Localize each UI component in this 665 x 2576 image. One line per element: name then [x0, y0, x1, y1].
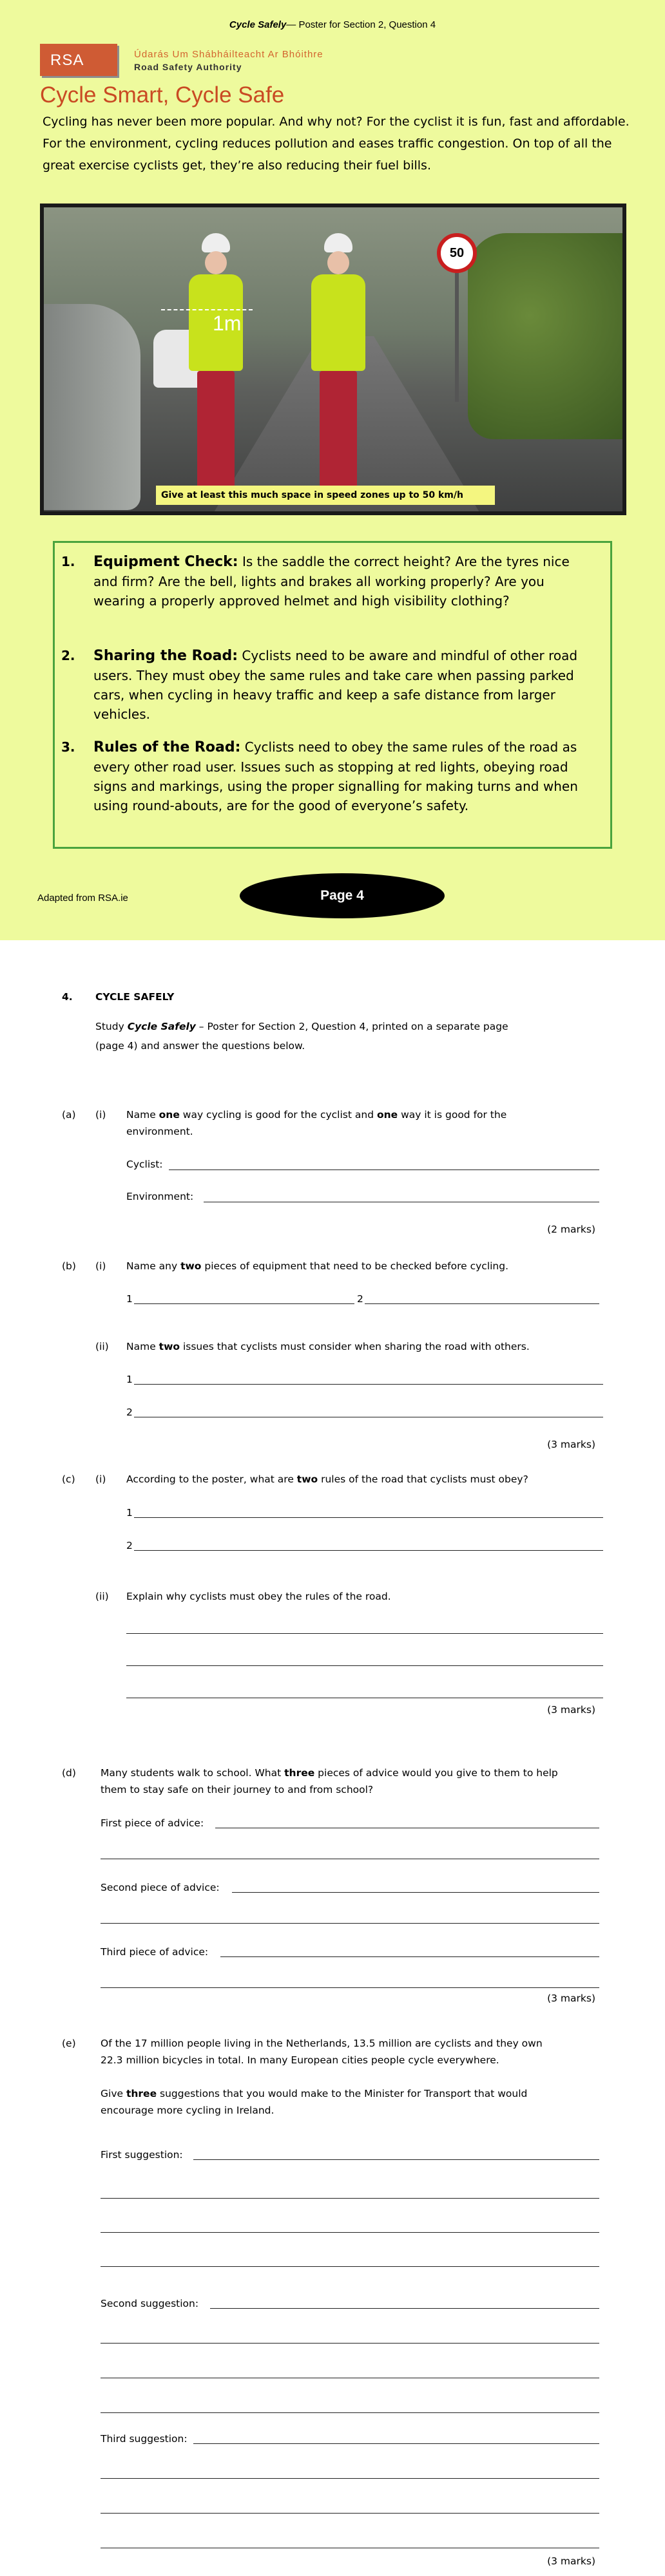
- answer-line-b-i-1[interactable]: [134, 1303, 354, 1304]
- line-num-1: 1: [126, 1293, 133, 1305]
- bold-word: one: [376, 1109, 398, 1121]
- marks-d: (3 marks): [547, 1993, 595, 2004]
- study-instruction: [95, 1019, 508, 1034]
- poster-intro: Cycling has never been more popular. And why not? For the cyclist it is fun, fast and affordable. For the environment, cycling reduces pollution and eases traffic congestion. On top of all the great exercise cyclists get, they’re also reducing their fuel bills.: [43, 115, 630, 173]
- poster-header-title: Cycle Safely: [229, 19, 287, 30]
- txt: Give: [101, 2088, 126, 2099]
- cyclists-photo: [40, 204, 626, 515]
- answer-line-e-2[interactable]: [210, 2308, 599, 2309]
- part-b-i-text: [126, 1259, 508, 1273]
- bold-word: two: [159, 1341, 180, 1352]
- txt: According to the poster, what are: [126, 1473, 297, 1485]
- rule-number: 2.: [61, 648, 75, 663]
- question-title: CYCLE SAFELY: [95, 991, 175, 1003]
- part-c-i: (i): [95, 1473, 106, 1485]
- environment-label: Environment:: [126, 1191, 194, 1202]
- answer-line-c-ii-1[interactable]: [126, 1633, 603, 1634]
- answer-line-d-2[interactable]: [232, 1892, 599, 1893]
- answer-line-c-ii-2[interactable]: [126, 1665, 603, 1666]
- rule-title: Equipment Check:: [93, 554, 238, 570]
- line-num-2: 2: [126, 1540, 133, 1551]
- poster-title: Cycle Smart, Cycle Safe: [40, 82, 285, 108]
- txt: pieces of advice would you give to them to help: [314, 1767, 558, 1779]
- line-num-2: 2: [126, 1406, 133, 1418]
- rule-text: Is the saddle the correct height? Are the tyres nice and firm? Are the bell, lights and brakes all working properly? Are you wearing a properly approved helmet and high visibility clothing?: [93, 554, 570, 609]
- txt: suggestions that you would make to the Minister for Transport that would: [157, 2088, 528, 2099]
- txt: Many students walk to school. What: [101, 1767, 285, 1779]
- answer-line-e-1d[interactable]: [101, 2266, 599, 2267]
- answer-line-c-i-2[interactable]: [134, 1550, 603, 1551]
- org-name-english: Road Safety Authority: [134, 62, 242, 72]
- study-text: – Poster for Section 2, Question 4, printed on a separate page: [195, 1021, 508, 1032]
- head: [205, 251, 227, 274]
- txt: pieces of equipment that need to be checked before cycling.: [201, 1260, 509, 1272]
- part-e-text-3: [101, 2087, 527, 2101]
- rule-text: Cyclists need to obey the same rules of the road as every other road user. Issues such as stopping at red lights, obeying road signs and markings, using the proper signalling for making turns and when using round-abouts, are for the good of everyone’s safety.: [93, 739, 578, 813]
- answer-line-d-3[interactable]: [220, 1956, 599, 1957]
- poster-header-rest: — Poster for Section 2, Question 4: [286, 19, 436, 30]
- poster-header: [0, 19, 665, 30]
- poster: [0, 0, 665, 940]
- cyclist-label: Cyclist:: [126, 1159, 163, 1170]
- part-a-i: (i): [95, 1109, 106, 1121]
- part-c-ii: (ii): [95, 1591, 109, 1602]
- rsa-logo: [40, 44, 117, 76]
- marks-e: (3 marks): [547, 2555, 595, 2567]
- answer-line-d-3b[interactable]: [101, 1987, 599, 1988]
- second-suggestion-label: Second suggestion:: [101, 2298, 199, 2309]
- part-b-label: (b): [62, 1260, 76, 1272]
- rule-title: Rules of the Road:: [93, 739, 241, 755]
- helmet-icon: [202, 233, 230, 252]
- answer-line-e-2b[interactable]: [101, 2343, 599, 2344]
- rule-text: Cyclists need to be aware and mindful of other road users. They must obey the same rules and take care when passing parked cars, when cycling in heavy traffic and keep a safe distance from larger vehicles.: [93, 648, 578, 722]
- second-advice-label: Second piece of advice:: [101, 1882, 220, 1893]
- marks-c: (3 marks): [547, 1704, 595, 1716]
- txt: way it is good for the: [398, 1109, 507, 1121]
- helmet-icon: [324, 233, 352, 252]
- part-c-i-text: [126, 1472, 528, 1486]
- rules-box: [53, 541, 612, 849]
- part-d-text-2: them to stay safe on their journey to and from school?: [101, 1784, 374, 1795]
- part-e-text-2: 22.3 million bicycles in total. In many European cities people cycle everywhere.: [101, 2054, 499, 2066]
- study-poster-name: Cycle Safely: [127, 1021, 196, 1032]
- part-c-label: (c): [62, 1473, 75, 1485]
- page-label: Page 4: [240, 873, 445, 918]
- txt: Name: [126, 1109, 159, 1121]
- answer-line-e-1b[interactable]: [101, 2198, 599, 2199]
- part-e-text: Of the 17 million people living in the Netherlands, 13.5 million are cyclists and they own: [101, 2038, 543, 2049]
- hedge: [468, 233, 622, 439]
- answer-line-e-1c[interactable]: [101, 2232, 599, 2233]
- line-num-1: 1: [126, 1374, 133, 1385]
- part-a-text-2: environment.: [126, 1126, 193, 1137]
- part-e-text-4: encourage more cycling in Ireland.: [101, 2105, 275, 2116]
- photo-scene: [44, 207, 622, 511]
- source-note: Adapted from RSA.ie: [37, 893, 128, 904]
- line-num-2: 2: [357, 1293, 363, 1305]
- question-number: 4.: [62, 991, 73, 1003]
- txt: Name: [126, 1341, 159, 1352]
- hi-vis-jacket: [311, 274, 365, 371]
- first-suggestion-label: First suggestion:: [101, 2149, 183, 2161]
- rule-number: 3.: [61, 739, 75, 755]
- part-e-label: (e): [62, 2038, 76, 2049]
- part-b-ii: (ii): [95, 1341, 109, 1352]
- txt: rules of the road that cyclists must obey?: [318, 1473, 528, 1485]
- study-instruction-2: (page 4) and answer the questions below.: [95, 1040, 305, 1052]
- part-a-text: [126, 1108, 506, 1122]
- bold-word: one: [159, 1109, 180, 1121]
- rule-rules-of-road: [61, 737, 596, 815]
- rule-sharing: [61, 646, 596, 724]
- answer-line-e-3[interactable]: [193, 2443, 599, 2444]
- bold-word: three: [284, 1767, 315, 1779]
- txt: issues that cyclists must consider when sharing the road with others.: [180, 1341, 530, 1352]
- bold-word: two: [296, 1473, 318, 1485]
- answer-line-b-i-2[interactable]: [365, 1303, 599, 1304]
- photo-caption: Give at least this much space in speed zones up to 50 km/h: [156, 486, 495, 505]
- third-advice-label: Third piece of advice:: [101, 1946, 209, 1958]
- third-suggestion-label: Third suggestion:: [101, 2433, 188, 2445]
- marks-b: (3 marks): [547, 1439, 595, 1450]
- bold-word: three: [126, 2088, 157, 2099]
- person-standing: [179, 233, 250, 504]
- rule-number: 1.: [61, 554, 75, 569]
- rule-title: Sharing the Road:: [93, 648, 238, 664]
- head: [327, 251, 349, 274]
- first-advice-label: First piece of advice:: [101, 1817, 204, 1829]
- answer-line-e-3b[interactable]: [101, 2478, 599, 2479]
- answer-line-b-ii-1[interactable]: [134, 1384, 603, 1385]
- gap-measure-line: [161, 309, 253, 310]
- part-b-i: (i): [95, 1260, 106, 1272]
- part-b-ii-text: [126, 1340, 530, 1354]
- study-text: Study: [95, 1021, 128, 1032]
- speed-sign: 50: [437, 233, 477, 273]
- org-name-irish: Údarás Um Shábháilteacht Ar Bhóithre: [134, 49, 323, 60]
- cyclist: [302, 233, 372, 504]
- part-d-text: [101, 1766, 558, 1780]
- answer-line-c-i-1[interactable]: [134, 1517, 603, 1518]
- part-c-ii-text: Explain why cyclists must obey the rules of the road.: [126, 1591, 391, 1602]
- rule-equipment: [61, 552, 596, 611]
- rsa-logo-text: RSA: [50, 52, 84, 69]
- txt: Name any: [126, 1260, 181, 1272]
- part-a-label: (a): [62, 1109, 76, 1121]
- marks-a: (2 marks): [547, 1224, 595, 1235]
- answer-line-e-2d[interactable]: [101, 2412, 599, 2413]
- legs: [197, 371, 235, 493]
- sign-pole: [455, 273, 459, 402]
- gap-label: 1m: [213, 312, 242, 335]
- legs: [320, 371, 357, 493]
- answer-line-e-1[interactable]: [193, 2159, 599, 2160]
- answer-line-e-3c[interactable]: [101, 2513, 599, 2514]
- parked-car: [44, 304, 140, 510]
- txt: way cycling is good for the cyclist and: [179, 1109, 377, 1121]
- part-d-label: (d): [62, 1767, 76, 1779]
- line-num-1: 1: [126, 1507, 133, 1519]
- bold-word: two: [180, 1260, 202, 1272]
- answer-line-d-2b[interactable]: [101, 1923, 599, 1924]
